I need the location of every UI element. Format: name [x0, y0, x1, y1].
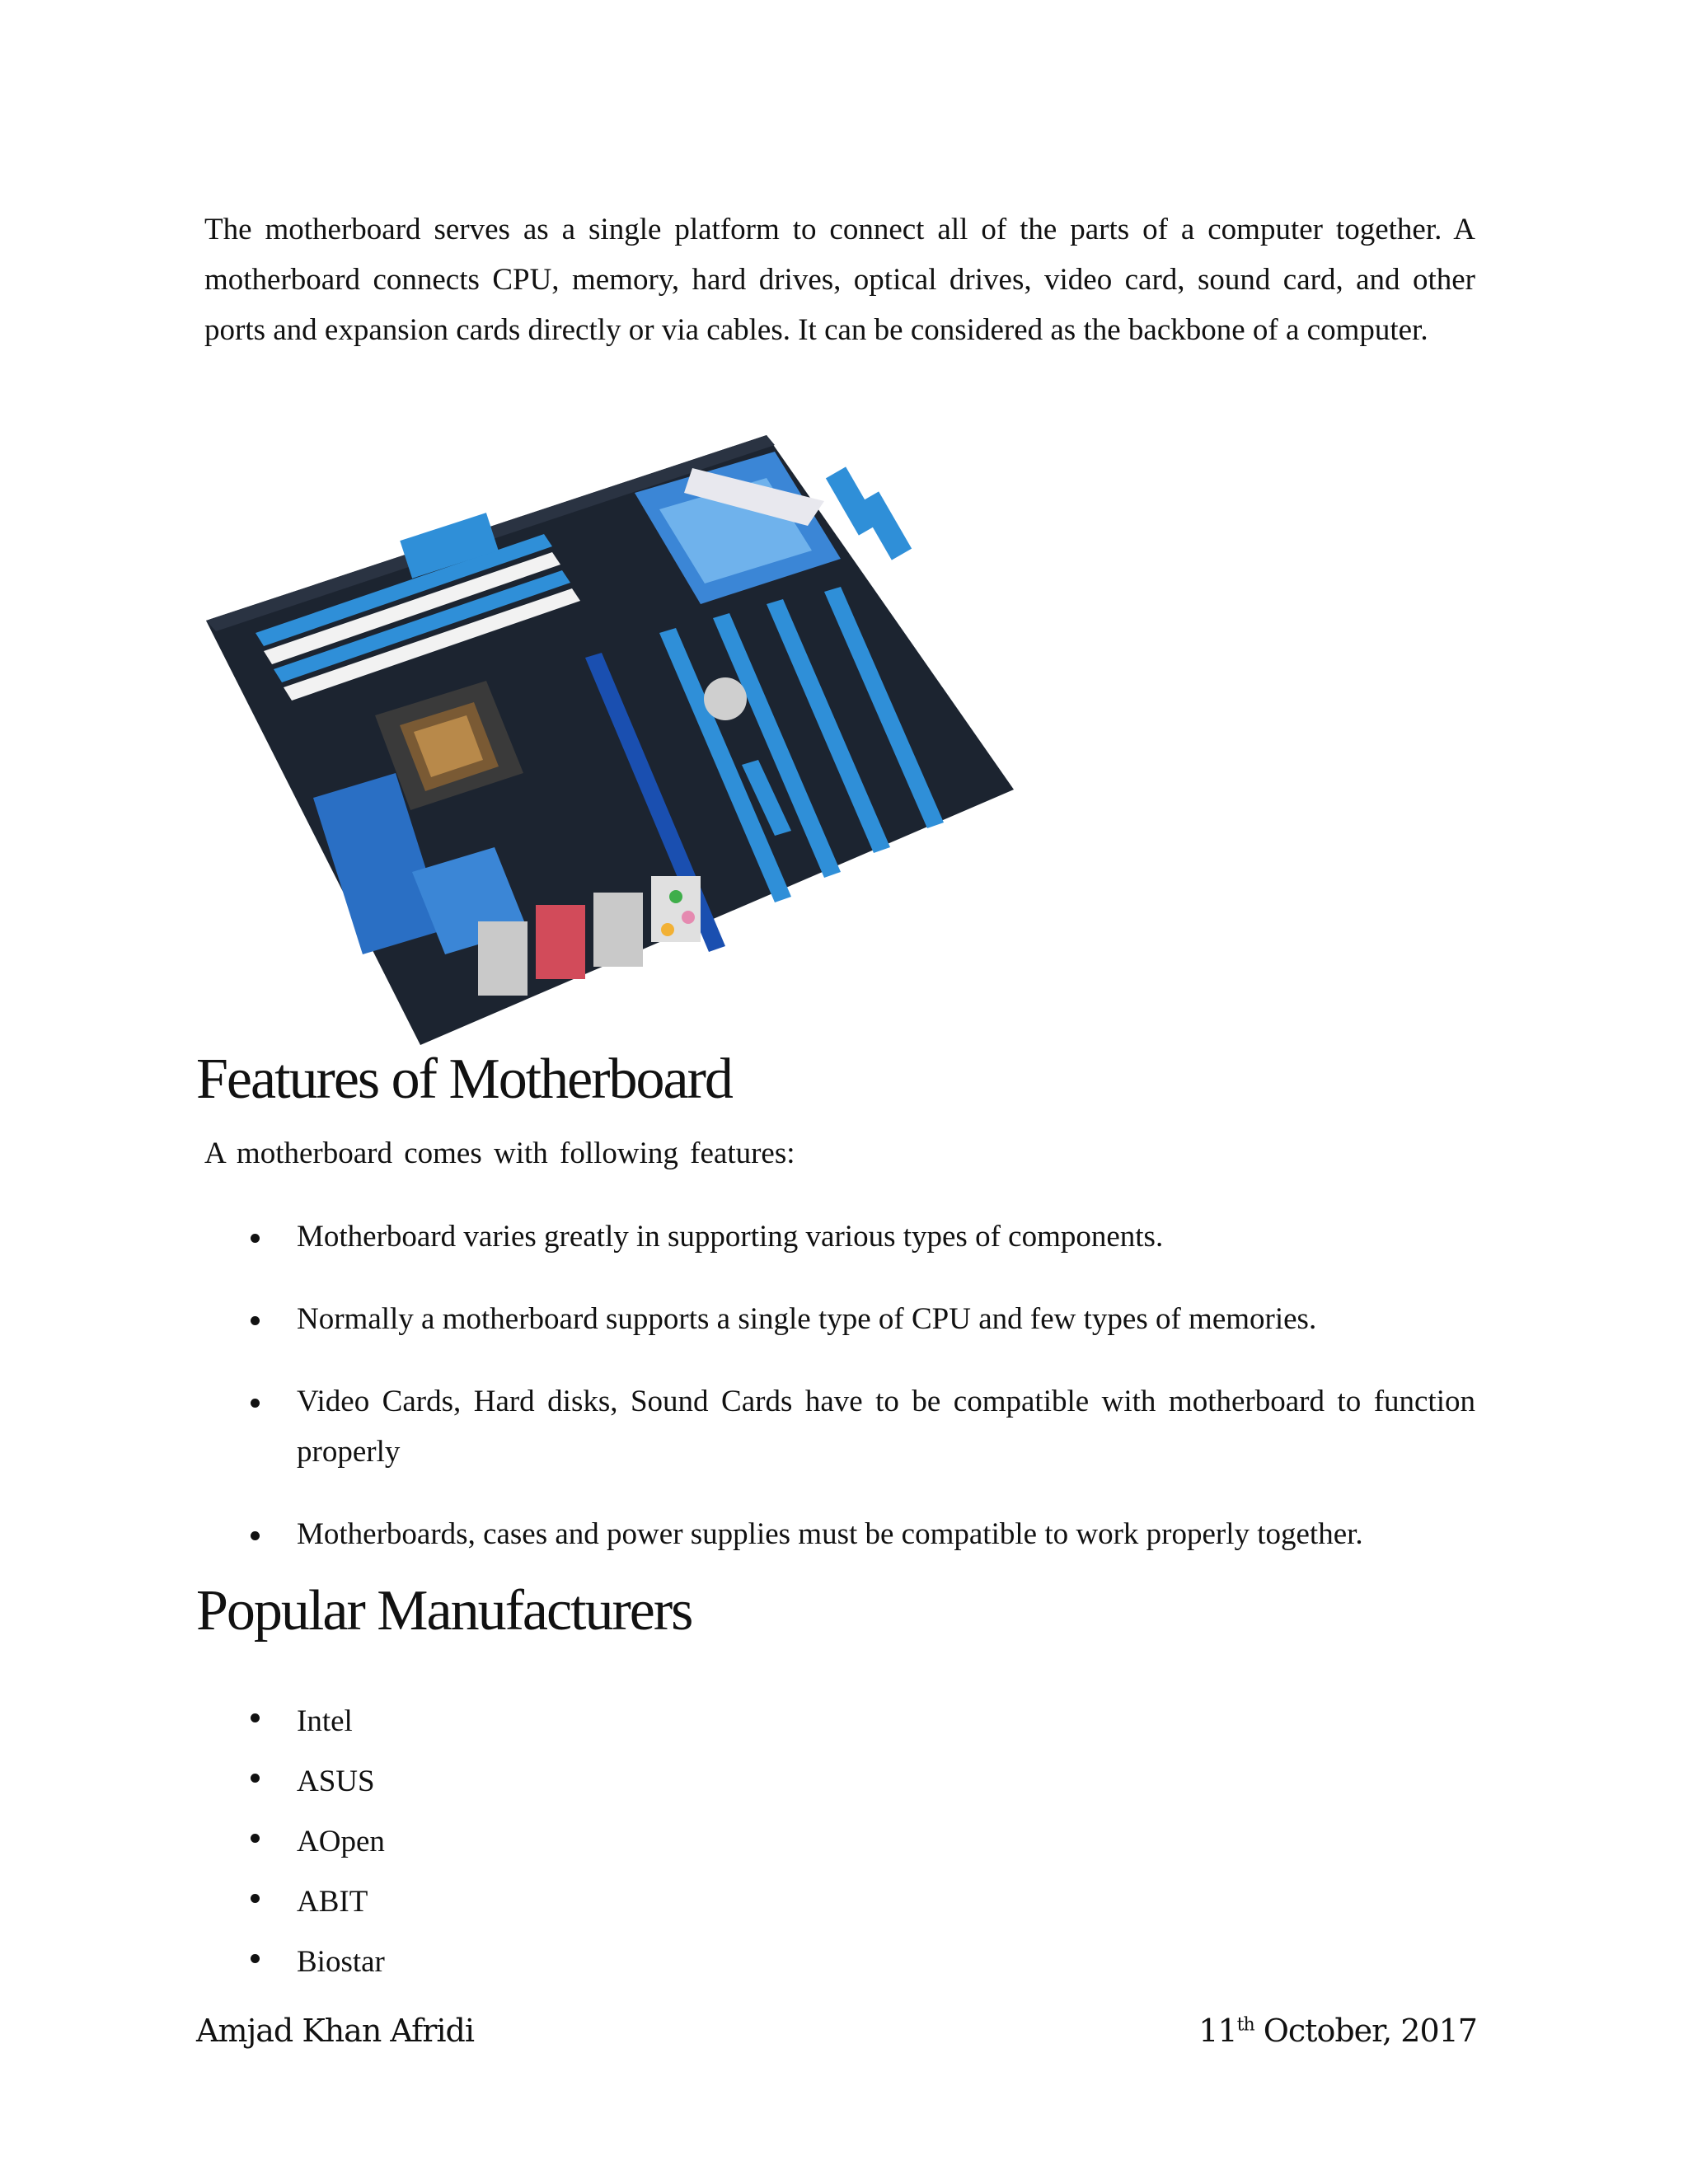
features-list: [247, 1212, 1475, 1591]
footer-date-suffix: th: [1236, 2014, 1254, 2036]
list-item: [247, 1376, 1475, 1477]
list-item-text: Motherboards, cases and power supplies must be compatible to work properly together.: [297, 1517, 1363, 1551]
list-item-text: ABIT: [297, 1885, 368, 1919]
list-item-text: ASUS: [297, 1765, 375, 1798]
list-item: [247, 1751, 1475, 1811]
list-item: [247, 1932, 1475, 1992]
list-item-text: Motherboard varies greatly in supporting various types of components.: [297, 1220, 1164, 1254]
manufacturers-heading: Popular Manufacturers: [196, 1579, 692, 1643]
intro-paragraph: The motherboard serves as a single platform to connect all of the parts of a computer together. A motherboard connects CPU, memory, hard drives, optical drives, video card, sound card, and other ports and expansion cards directly or via cables. It can be considered as the backbone of a computer.: [204, 213, 1475, 347]
list-item-text: AOpen: [297, 1825, 385, 1858]
list-item: [247, 1691, 1475, 1751]
footer-date-day: 11: [1198, 2013, 1237, 2049]
list-item: [247, 1811, 1475, 1872]
list-item-text: Normally a motherboard supports a single type of CPU and few types of memories.: [297, 1302, 1317, 1336]
motherboard-photo: [198, 435, 1022, 1045]
features-lead: A motherboard comes with following features:: [204, 1137, 795, 1170]
list-item: [247, 1509, 1475, 1559]
list-item-text: Video Cards, Hard disks, Sound Cards have to be compatible with motherboard to function properly: [297, 1385, 1475, 1469]
list-item-text: Intel: [297, 1704, 353, 1738]
cmos-battery: [704, 677, 747, 720]
list-item: [247, 1294, 1475, 1344]
motherboard-illustration: [198, 435, 1022, 1045]
list-item: [247, 1872, 1475, 1932]
footer-date-rest: October, 2017: [1254, 2013, 1477, 2049]
list-item: [247, 1212, 1475, 1262]
footer-date: [1198, 2013, 1477, 2049]
features-heading: Features of Motherboard: [196, 1047, 732, 1111]
list-item-text: Biostar: [297, 1945, 385, 1979]
manufacturers-list: [247, 1691, 1475, 1992]
footer-author: Amjad Khan Afridi: [196, 2013, 475, 2049]
